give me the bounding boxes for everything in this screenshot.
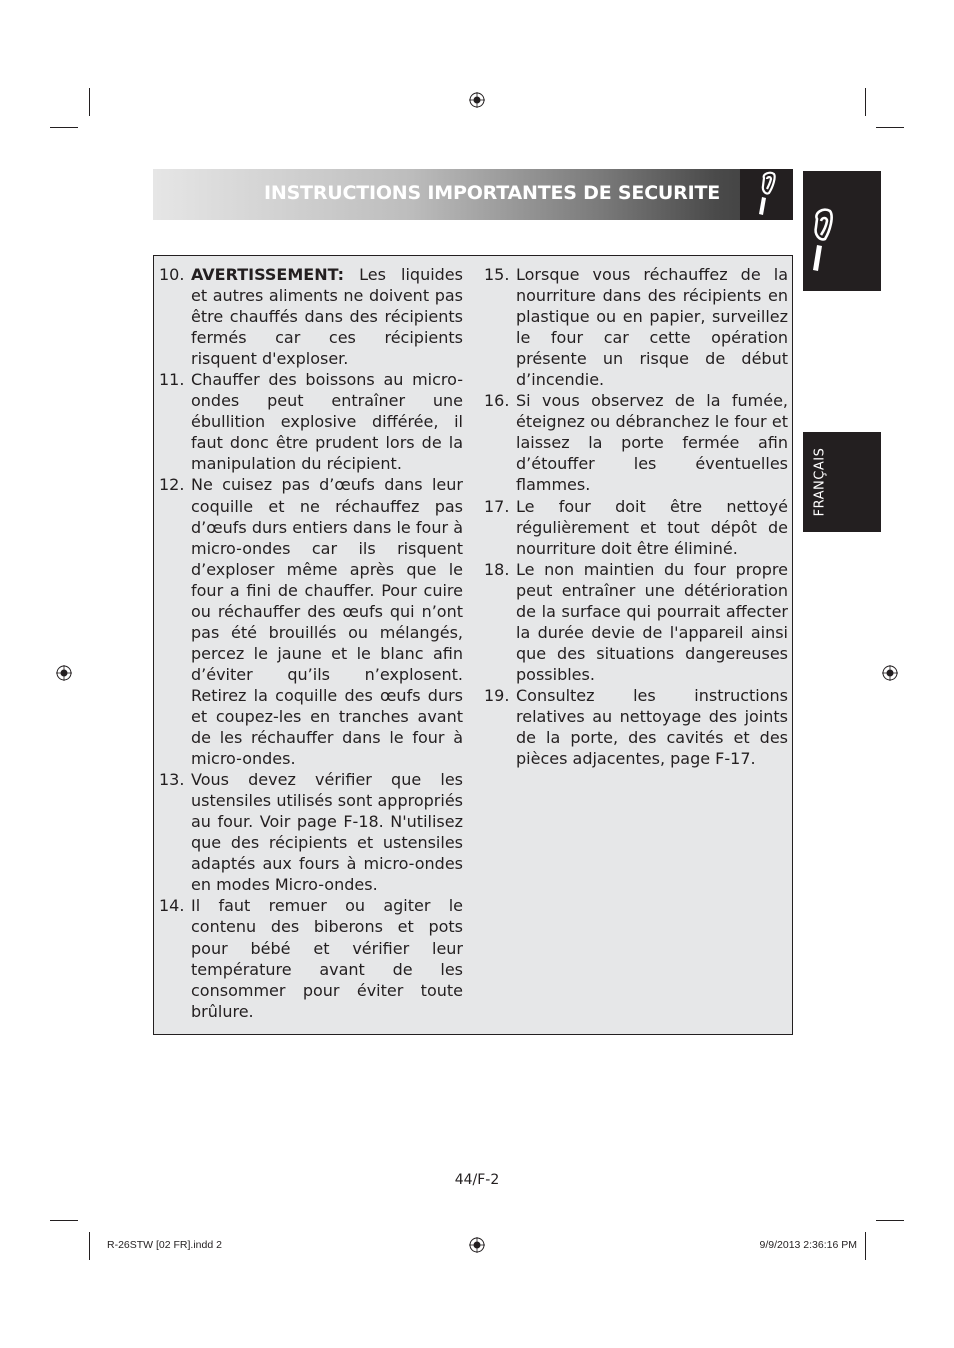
- item-text: Le non maintien du four propre peut entraîner une détérioration de la surface qui pourrait affecter la durée devie de l'appareil ainsi que des situations dangereuses possibles.: [516, 559, 788, 684]
- crop-mark: [89, 88, 90, 116]
- list-item: [159, 369, 463, 474]
- item-number: 17.: [484, 496, 510, 516]
- item-text: [191, 264, 463, 369]
- item-number: 10.: [159, 265, 185, 284]
- item-text: Il faut remuer ou agiter le contenu des biberons et pots pour bébé et vérifier leur température avant de les consommer pour éviter toute brûlure.: [191, 896, 463, 1021]
- warning-label: AVERTISSEMENT:: [191, 265, 345, 284]
- section-title: INSTRUCTIONS IMPORTANTES DE SECURITE: [264, 182, 720, 204]
- list-item: [159, 474, 463, 769]
- header-icon-box: [740, 169, 793, 220]
- item-number: 13.: [159, 770, 185, 790]
- item-body: Les liquides et autres aliments ne doivent pas être chauffés dans des récipients fermés car ces récipients risquent d'exploser.: [191, 265, 463, 369]
- slug-file-info: R-26STW [02 FR].indd 2: [107, 1239, 222, 1251]
- item-text: Si vous observez de la fumée, éteignez ou débranchez le four et laissez la porte fermée afin d’étouffer les éventuelles flammes.: [516, 391, 788, 495]
- item-text: Ne cuisez pas d’œufs dans leur coquille et ne réchauffez pas d’œufs durs entiers dans le four à micro-ondes car ils risquent d’exploser même après que le four a fini de chauffer. Pour cuire ou réchauffer des œufs qui n’ont pas été brouillés ou mélangés, percez le jaune et le blanc afin d’éviter qu’ils n’explosent. Retirez la coquille des œufs durs et coupez-les en tranches avant de les réchauffer dans le four à micro-ondes.: [191, 475, 463, 769]
- list-item: [159, 769, 463, 895]
- exclamation-mark-icon: [803, 171, 881, 291]
- item-number: 12.: [159, 475, 185, 495]
- side-icon-tab: [803, 171, 881, 291]
- item-text: Vous devez vérifier que les ustensiles utilisés sont appropriés au four. Voir page F-18. N'utilisez que des récipients et ustensiles adaptés aux fours à micro-ondes en modes Micro-ondes.: [191, 770, 463, 895]
- item-number: 15.: [484, 265, 510, 284]
- list-item: [159, 264, 463, 369]
- list-item: [159, 895, 463, 1021]
- crosshair-registration-icon: [469, 1237, 485, 1253]
- item-number: 19.: [484, 685, 510, 705]
- item-number: 11.: [159, 370, 185, 390]
- crop-mark: [50, 1220, 78, 1221]
- crosshair-registration-icon: [56, 665, 72, 681]
- list-item: [484, 264, 788, 390]
- instructions-right-column: [484, 264, 788, 769]
- item-text: Le four doit être nettoyé régulièrement et tout dépôt de nourriture doit être éliminé.: [516, 496, 788, 558]
- crop-mark: [89, 1232, 90, 1260]
- crosshair-registration-icon: [882, 665, 898, 681]
- exclamation-mark-icon: [740, 169, 793, 220]
- list-item: [484, 559, 788, 685]
- crop-mark: [50, 127, 78, 128]
- crop-mark: [876, 127, 904, 128]
- list-item: [484, 390, 788, 495]
- crop-mark: [865, 1232, 866, 1260]
- language-label: FRANÇAIS: [812, 447, 828, 517]
- crop-mark: [865, 88, 866, 116]
- item-number: 18.: [484, 559, 510, 579]
- slug-timestamp: 9/9/2013 2:36:16 PM: [759, 1239, 857, 1251]
- crosshair-registration-icon: [469, 92, 485, 108]
- page-number: 44/F-2: [454, 1172, 500, 1188]
- item-text: Consultez les instructions relatives au nettoyage des joints de la porte, des cavités et des pièces adjacentes, page F-17.: [516, 685, 788, 769]
- list-item: [484, 685, 788, 769]
- item-number: 16.: [484, 391, 510, 411]
- crop-mark: [876, 1220, 904, 1221]
- instructions-left-column: [159, 264, 463, 1022]
- list-item: [484, 496, 788, 559]
- item-number: 14.: [159, 896, 185, 916]
- item-text: Lorsque vous réchauffez de la nourriture dans des récipients en plastique ou en papier, surveillez le four car cette opération présente un risque de début d’incendie.: [516, 265, 788, 390]
- item-text: Chauffer des boissons au micro-ondes peut entraîner une ébullition explosive différée, il faut donc être prudent lors de la manipulation du récipient.: [191, 370, 463, 474]
